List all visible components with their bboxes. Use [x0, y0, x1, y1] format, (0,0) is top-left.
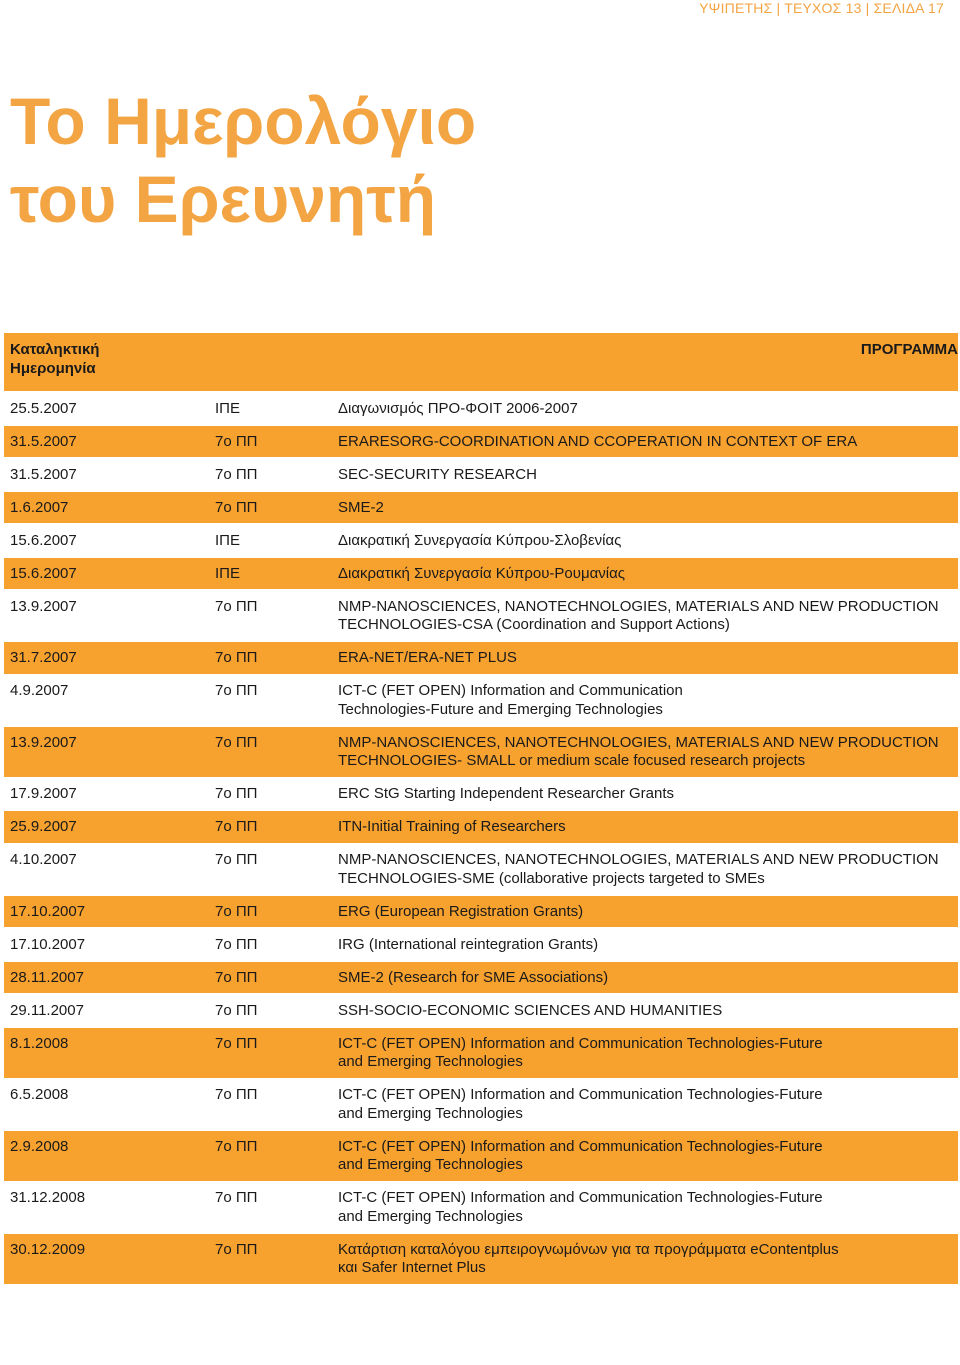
row-date: 8.1.2008: [10, 1034, 69, 1052]
row-description: ICT-C (FET OPEN) Information and Communication Technologies-Future and Emerging Technologies: [338, 682, 683, 718]
table-row: [4, 642, 958, 674]
row-description: ITN-Initial Training of Researchers: [338, 818, 566, 835]
row-description: ERARESORG-COORDINATION AND CCOPERATION IN CONTEXT OF ERA: [338, 432, 858, 450]
row-program: 7ο ΠΠ: [215, 902, 258, 920]
row-description: NMP-NANOSCIENCES, NANOTECHNOLOGIES, MATERIALS AND NEW PRODUCTION TECHNOLOGIES-SME (collaborative projects targeted to SMEs: [338, 851, 939, 887]
table-row: [4, 727, 958, 777]
row-description: SME-2: [338, 498, 384, 516]
row-date: 25.9.2007: [10, 818, 77, 835]
row-description: Διακρατική Συνεργασία Κύπρου-Σλοβενίας: [338, 531, 622, 549]
row-program: 7ο ΠΠ: [215, 498, 258, 516]
row-date: 17.9.2007: [10, 785, 77, 802]
page-title-line-1: Το Ημερολόγιο: [10, 84, 477, 158]
row-description: Κατάρτιση καταλόγου εμπειρογνωμόνων για τα προγράμματα eContentplus και Safer Internet Plus: [338, 1240, 839, 1276]
table-row: [4, 1079, 958, 1129]
row-date: 6.5.2008: [10, 1086, 69, 1103]
table-header-row: [4, 333, 958, 391]
table-row: [4, 426, 958, 458]
row-date: 15.6.2007: [10, 564, 77, 582]
row-program: 7ο ΠΠ: [215, 465, 258, 483]
row-date: 15.6.2007: [10, 531, 77, 549]
row-date: 31.7.2007: [10, 649, 77, 666]
row-date: 4.9.2007: [10, 682, 69, 699]
table-row: [4, 778, 958, 810]
table-row: [4, 675, 958, 725]
row-date: 4.10.2007: [10, 851, 77, 868]
row-program: 7ο ΠΠ: [215, 1086, 258, 1103]
row-description: SEC-SECURITY RESEARCH: [338, 465, 537, 483]
deadline-table: [4, 333, 958, 1285]
table-row: [4, 525, 958, 557]
row-program: 7ο ΠΠ: [215, 1137, 258, 1155]
page-title-line-2: του Ερευνητή: [10, 162, 437, 236]
row-description: ERC StG Starting Independent Researcher Grants: [338, 785, 675, 802]
row-date: 31.5.2007: [10, 465, 77, 483]
row-date: 31.5.2007: [10, 432, 77, 450]
row-program: 7ο ΠΠ: [215, 432, 258, 450]
row-program: ΙΠΕ: [215, 564, 241, 582]
row-description: SME-2 (Research for SME Associations): [338, 968, 609, 986]
table-row: [4, 1182, 958, 1232]
row-program: 7ο ΠΠ: [215, 597, 258, 615]
row-description: ICT-C (FET OPEN) Information and Communication Technologies-Future and Emerging Technologies: [338, 1189, 823, 1225]
row-program: ΙΠΕ: [215, 399, 241, 417]
row-description: NMP-NANOSCIENCES, NANOTECHNOLOGIES, MATERIALS AND NEW PRODUCTION TECHNOLOGIES- SMALL or medium scale focused research projects: [338, 733, 939, 769]
row-program: ΙΠΕ: [215, 531, 241, 549]
table-row: [4, 896, 958, 928]
table-row: [4, 1234, 958, 1284]
table-row: [4, 811, 958, 843]
row-date: 17.10.2007: [10, 935, 86, 953]
table-body: [4, 393, 958, 1284]
table-row: [4, 1028, 958, 1078]
header-deadline-date: Καταληκτική Ημερομηνία: [10, 341, 100, 377]
row-date: 13.9.2007: [10, 733, 77, 751]
table-row: [4, 393, 958, 425]
row-description: Διαγωνισμός ΠΡΟ-ΦΟΙΤ 2006-2007: [338, 399, 578, 417]
row-program: 7ο ΠΠ: [215, 1240, 258, 1258]
row-description: ERG (European Registration Grants): [338, 902, 584, 920]
row-date: 25.5.2007: [10, 399, 77, 417]
table-row: [4, 1131, 958, 1181]
row-description: NMP-NANOSCIENCES, NANOTECHNOLOGIES, MATERIALS AND NEW PRODUCTION TECHNOLOGIES-CSA (Coordination and Support Actions): [338, 597, 939, 633]
row-date: 1.6.2007: [10, 498, 69, 516]
row-program: 7ο ΠΠ: [215, 935, 258, 953]
row-program: 7ο ΠΠ: [215, 818, 258, 835]
row-description: ICT-C (FET OPEN) Information and Communication Technologies-Future and Emerging Technologies: [338, 1137, 823, 1173]
row-date: 2.9.2008: [10, 1137, 69, 1155]
header-program: ΠΡΟΓΡΑΜΜΑ: [860, 341, 958, 358]
table-row: [4, 995, 958, 1027]
row-description: ICT-C (FET OPEN) Information and Communication Technologies-Future and Emerging Technologies: [338, 1086, 823, 1122]
row-description: ICT-C (FET OPEN) Information and Communication Technologies-Future and Emerging Technologies: [338, 1034, 823, 1070]
page-title: [10, 82, 476, 238]
table-row: [4, 962, 958, 994]
row-date: 17.10.2007: [10, 902, 86, 920]
row-program: 7ο ΠΠ: [215, 682, 258, 699]
row-description: SSH-SOCIO-ECONOMIC SCIENCES AND HUMANITIES: [338, 1001, 723, 1019]
row-date: 30.12.2009: [10, 1240, 86, 1258]
row-description: Διακρατική Συνεργασία Κύπρου-Ρουμανίας: [338, 564, 626, 582]
row-program: 7ο ΠΠ: [215, 851, 258, 868]
table-row: [4, 492, 958, 524]
table-row: [4, 844, 958, 894]
row-description: ERA-NET/ERA-NET PLUS: [338, 649, 517, 666]
table-row: [4, 929, 958, 961]
row-program: 7ο ΠΠ: [215, 1001, 258, 1019]
row-date: 13.9.2007: [10, 597, 77, 615]
table-row: [4, 459, 958, 491]
row-date: 29.11.2007: [10, 1001, 84, 1019]
row-program: 7ο ΠΠ: [215, 1034, 258, 1052]
table-row: [4, 558, 958, 590]
row-program: 7ο ΠΠ: [215, 733, 258, 751]
row-date: 31.12.2008: [10, 1189, 86, 1206]
row-date: 28.11.2007: [10, 968, 84, 986]
row-program: 7ο ΠΠ: [215, 785, 258, 802]
row-program: 7ο ΠΠ: [215, 649, 258, 666]
running-head: ΥΨΙΠΕΤΗΣ | ΤΕΥΧΟΣ 13 | ΣΕΛΙΔΑ 17: [699, 0, 944, 16]
row-description: IRG (International reintegration Grants): [338, 935, 599, 953]
row-program: 7ο ΠΠ: [215, 968, 258, 986]
table-row: [4, 591, 958, 641]
row-program: 7ο ΠΠ: [215, 1189, 258, 1206]
